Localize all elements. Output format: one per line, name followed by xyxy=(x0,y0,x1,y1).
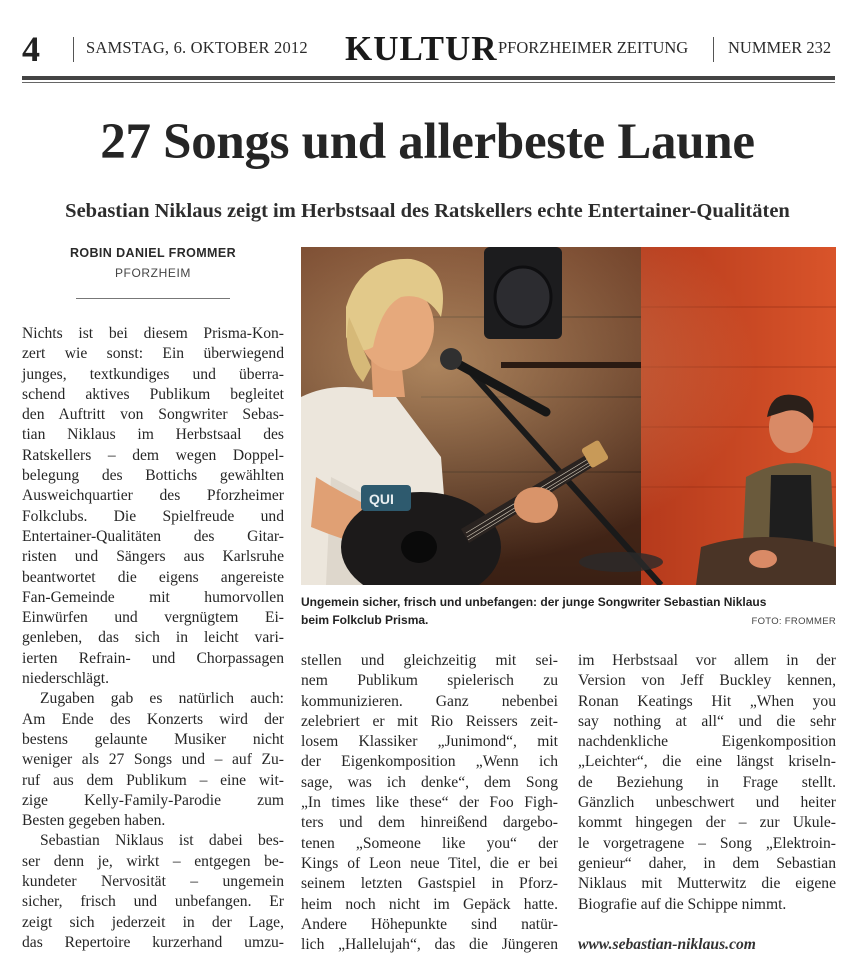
text-line: tenen „Someone like you“ der xyxy=(301,834,558,852)
masthead-divider xyxy=(73,37,74,62)
newspaper-name: PFORZHEIMER ZEITUNG xyxy=(498,38,689,57)
issue-number: NUMMER 232 xyxy=(728,38,832,57)
text-line: ters und dem hinreißend dargebo- xyxy=(301,814,558,832)
text-line: Version von Jeff Buckley kennen, xyxy=(578,672,836,690)
text-line: beantwortet die eigens angereiste xyxy=(22,568,284,586)
article-subheadline: Sebastian Niklaus zeigt im Herbstsaal des Ratskellers echte Entertainer-Qualitäten xyxy=(65,200,790,222)
text-line: „Leichter“, die eine längst kriseln- xyxy=(578,753,836,771)
photo-credit: FOTO: FROMMER xyxy=(751,616,836,627)
text-line: le vorgetragene – Song „Elektroin- xyxy=(578,834,836,852)
text-line: kommt hingegen der – zur Ukule- xyxy=(578,814,836,832)
caption-line: beim Folkclub Prisma. xyxy=(301,613,429,627)
text-line: zige Kelly-Family-Parodie zum xyxy=(22,791,284,809)
article-column-3 xyxy=(578,651,836,955)
text-line: „In times like these“ der Foo Figh- xyxy=(301,794,558,812)
masthead xyxy=(22,28,835,70)
text-line: Besten gegeben haben. xyxy=(22,812,166,830)
text-line: tian Niklaus im Herbstsaal des xyxy=(22,426,284,444)
article-column-2 xyxy=(301,651,558,955)
text-line: Kings of Leon neue Titel, die er bei xyxy=(301,854,558,872)
text-line: das Repertoire kurzerhand umzu- xyxy=(22,933,284,951)
text-line: losem Klassiker „Junimond“, mit xyxy=(301,733,558,751)
section-title: KULTUR xyxy=(345,29,498,68)
byline-author: ROBIN DANIEL FROMMER xyxy=(69,246,237,260)
text-line: Am Ende des Konzerts wird der xyxy=(22,710,284,728)
text-line: kundeter Nervosität – ungemein xyxy=(22,873,284,891)
text-line: weniger als 27 Songs und – auf Zu- xyxy=(22,751,284,769)
caption-line: Ungemein sicher, frisch und unbefangen: der junge Songwriter Sebastian Niklaus xyxy=(301,595,767,609)
text-line: Ausweichquartier des Pforzheimer xyxy=(22,487,284,505)
text-line: Ratskellers – dem wegen Doppel- xyxy=(22,446,284,464)
text-line: lich „Hallelujah“, das die Jüngeren xyxy=(301,936,558,954)
text-line: bestens gelaunte Musiker nicht xyxy=(22,730,284,748)
text-line: seinem letzten Gastspiel in Pforz- xyxy=(301,875,558,893)
text-line: nem Publikum spielerisch zu xyxy=(301,672,558,690)
text-line: zeigt sich jederzeit in der Lage, xyxy=(22,913,284,931)
text-line: genleben, das sich in leicht vari- xyxy=(22,629,284,647)
text-line: heim noch nicht im Gepäck hatte. xyxy=(301,895,558,913)
text-line: Sebastian Niklaus ist dabei bes- xyxy=(40,832,284,850)
text-line: Zugaben gab es natürlich auch: xyxy=(40,690,284,708)
text-line: nachdenkliche Eigenkomposition xyxy=(578,733,836,751)
text-line: ser denn je, wirkt – entgegen be- xyxy=(22,852,284,870)
text-line: zert wie sonst: Ein überwiegend xyxy=(22,345,284,363)
text-line: niederschlägt. xyxy=(22,670,110,688)
text-line: belegung des Bottichs gewählten xyxy=(22,467,284,485)
byline-location: PFORZHEIM xyxy=(114,266,192,280)
text-line: Fan-Gemeinde mit humorvollen xyxy=(22,588,284,606)
text-line: Nichts ist bei diesem Prisma-Kon- xyxy=(22,325,284,342)
text-line: Ronan Keatings Hit „When you xyxy=(578,692,836,710)
text-line: den Auftritt von Songwriter Sebas- xyxy=(22,406,284,424)
article-photo xyxy=(301,247,836,585)
text-line: sicher, frisch und unbefangen. Er xyxy=(22,893,284,911)
text-line: ierten Refrain- und Chorpassagen xyxy=(22,649,284,667)
text-line: junges, textkundiges und überra- xyxy=(22,365,284,383)
text-line: de Beziehung in Frage stellt. xyxy=(578,773,836,791)
text-line: Folkclubs. Die Spielfreude und xyxy=(22,507,284,525)
text-line: sage, was ich denke“, dem Song xyxy=(301,773,558,791)
byline-divider xyxy=(76,298,230,299)
text-line: Andere Höhepunkte sind natür- xyxy=(301,915,558,933)
concert-photo-illustration xyxy=(301,247,836,585)
text-line: kommunizieren. Ganz nebenbei xyxy=(301,692,558,710)
issue-date: SAMSTAG, 6. OKTOBER 2012 xyxy=(86,38,308,57)
text-line: genieur“ daher, in dem Sebastian xyxy=(578,854,836,872)
text-line: zelebriert er mit Rio Reissers zeit- xyxy=(301,712,558,730)
text-line: Einwürfen und vergnügtem Ei- xyxy=(22,609,284,627)
masthead-rule xyxy=(22,76,835,80)
text-line: Gänzlich unbeschwert und heiter xyxy=(578,794,836,812)
masthead-rule-thin xyxy=(22,82,835,83)
text-line: say nothing at all“ und die sehr xyxy=(578,712,836,730)
shirt-text: QUI xyxy=(369,491,394,507)
masthead-divider xyxy=(713,37,714,62)
text-line: ruf aus dem Publikum – eine wit- xyxy=(22,771,284,789)
text-line: im Herbstsaal vor allem in der xyxy=(578,652,836,669)
text-line: Entertainer-Qualitäten des Gitar- xyxy=(22,527,284,545)
text-line: Biografie auf die Schippe nimmt. xyxy=(578,895,787,913)
text-line: risten und Sängers aus Karlsruhe xyxy=(22,548,284,566)
text-line: stellen und gleichzeitig mit sei- xyxy=(301,652,558,669)
text-line: schend aktives Publikum begleitet xyxy=(22,385,284,403)
text-line: der Eigenkomposition „Wenn ich xyxy=(301,753,558,771)
article-column-1 xyxy=(22,324,284,953)
page-number: 4 xyxy=(22,29,40,69)
text-line: Niklaus mit Mutterwitz die eigene xyxy=(578,875,836,893)
article-headline: 27 Songs und allerbeste Laune xyxy=(100,114,755,170)
website-link[interactable]: www.sebastian-niklaus.com xyxy=(578,935,756,953)
